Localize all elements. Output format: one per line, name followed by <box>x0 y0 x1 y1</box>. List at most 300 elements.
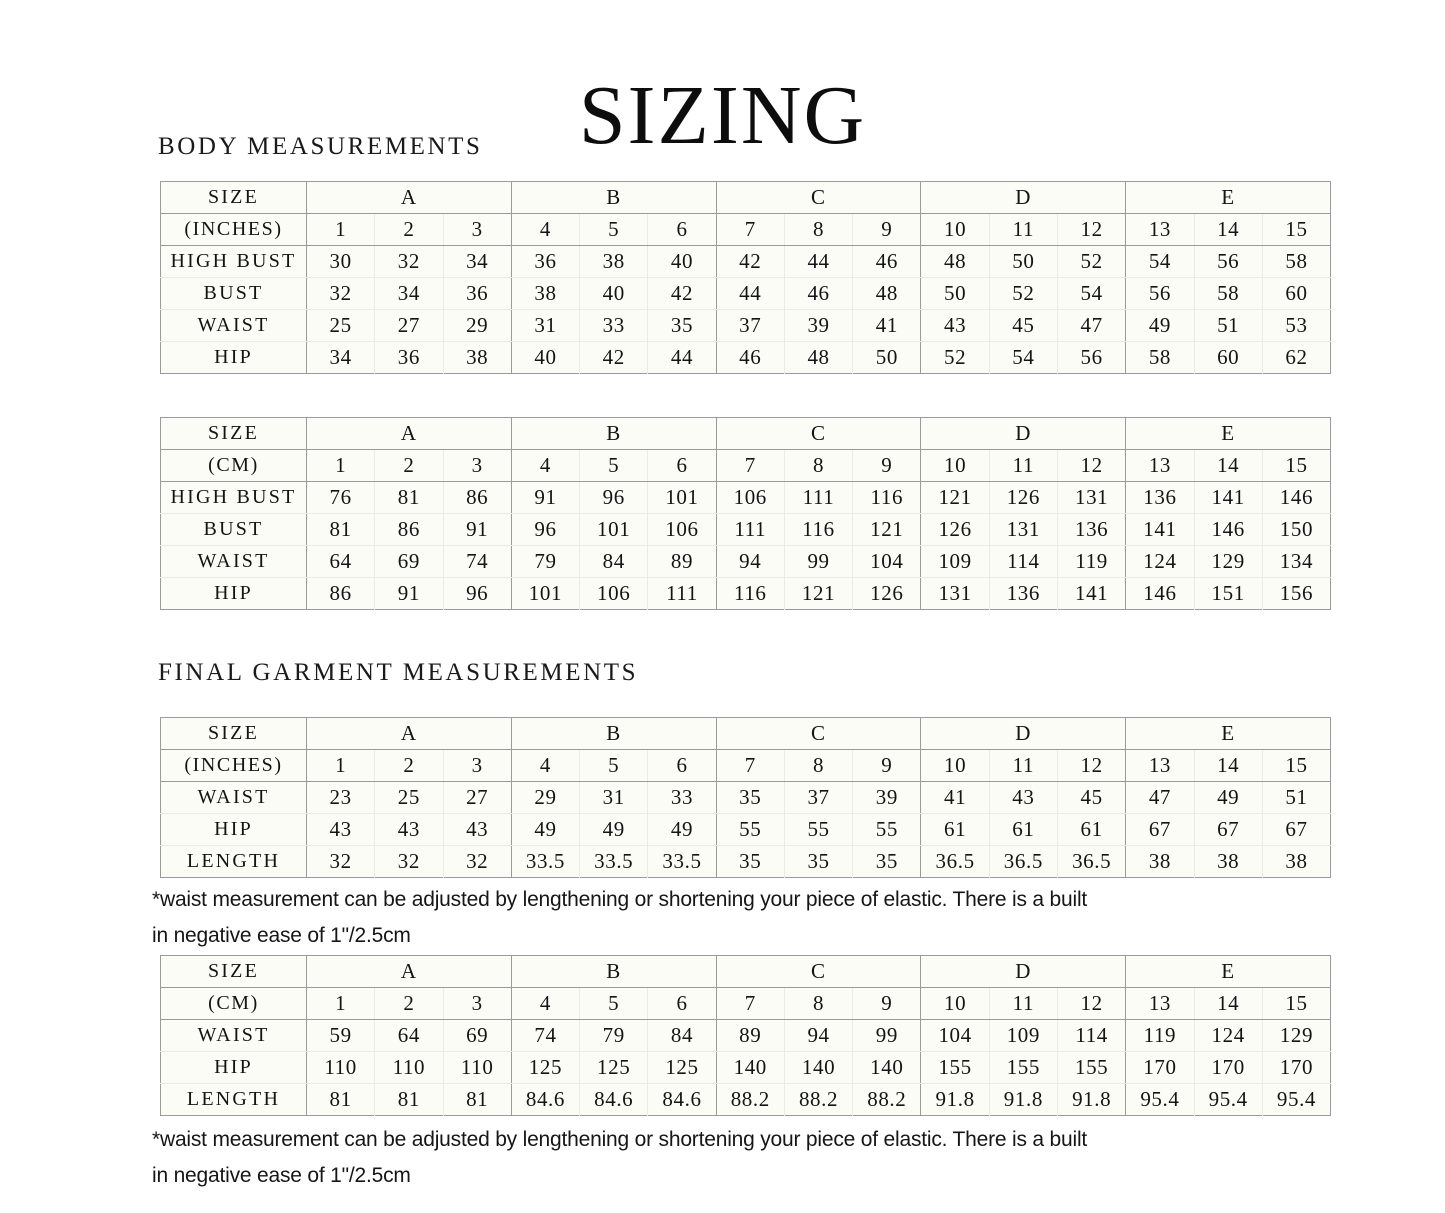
cell-value: 99 <box>784 546 852 578</box>
row-label-length: LENGTH <box>161 846 307 878</box>
cell-value: 119 <box>1058 546 1126 578</box>
cell-value: 84 <box>580 546 648 578</box>
row-label-bust: BUST <box>161 278 307 310</box>
size-number-4: 4 <box>511 214 579 246</box>
cell-value: 129 <box>1262 1020 1330 1052</box>
size-number-6: 6 <box>648 750 716 782</box>
size-group-b: B <box>511 718 716 750</box>
cell-value: 91.8 <box>921 1084 989 1116</box>
size-number-8: 8 <box>784 988 852 1020</box>
table-row <box>161 578 1331 610</box>
cell-value: 67 <box>1262 814 1330 846</box>
table-row <box>161 846 1331 878</box>
cell-value: 101 <box>511 578 579 610</box>
cell-value: 125 <box>511 1052 579 1084</box>
size-number-5: 5 <box>580 750 648 782</box>
cell-value: 37 <box>716 310 784 342</box>
table-row <box>161 246 1331 278</box>
size-number-10: 10 <box>921 988 989 1020</box>
page-title: SIZING <box>578 69 867 163</box>
size-number-14: 14 <box>1194 450 1262 482</box>
cell-value: 111 <box>648 578 716 610</box>
cell-value: 59 <box>307 1020 375 1052</box>
cell-value: 124 <box>1126 546 1194 578</box>
cell-value: 43 <box>307 814 375 846</box>
size-group-d: D <box>921 718 1126 750</box>
cell-value: 47 <box>1058 310 1126 342</box>
cell-value: 155 <box>921 1052 989 1084</box>
cell-value: 35 <box>648 310 716 342</box>
cell-value: 38 <box>1126 846 1194 878</box>
cell-value: 52 <box>1058 246 1126 278</box>
size-number-6: 6 <box>648 988 716 1020</box>
cell-value: 86 <box>307 578 375 610</box>
cell-value: 140 <box>853 1052 921 1084</box>
cell-value: 33.5 <box>580 846 648 878</box>
table-final-garment-inches <box>160 717 1331 878</box>
cell-value: 31 <box>580 782 648 814</box>
cell-value: 170 <box>1194 1052 1262 1084</box>
cell-value: 69 <box>443 1020 511 1052</box>
cell-value: 101 <box>580 514 648 546</box>
size-group-a: A <box>307 418 512 450</box>
cell-value: 38 <box>1194 846 1262 878</box>
cell-value: 124 <box>1194 1020 1262 1052</box>
table-row <box>161 814 1331 846</box>
cell-value: 84.6 <box>511 1084 579 1116</box>
cell-value: 119 <box>1126 1020 1194 1052</box>
cell-value: 64 <box>307 546 375 578</box>
size-number-10: 10 <box>921 214 989 246</box>
cell-value: 131 <box>921 578 989 610</box>
cell-value: 156 <box>1262 578 1330 610</box>
cell-value: 91 <box>375 578 443 610</box>
cell-value: 43 <box>375 814 443 846</box>
cell-value: 94 <box>784 1020 852 1052</box>
cell-value: 150 <box>1262 514 1330 546</box>
cell-value: 109 <box>921 546 989 578</box>
cell-value: 111 <box>784 482 852 514</box>
cell-value: 41 <box>921 782 989 814</box>
cell-value: 39 <box>853 782 921 814</box>
cell-value: 141 <box>1058 578 1126 610</box>
cell-value: 34 <box>307 342 375 374</box>
cell-value: 60 <box>1194 342 1262 374</box>
cell-value: 74 <box>443 546 511 578</box>
size-group-c: C <box>716 718 921 750</box>
cell-value: 91 <box>443 514 511 546</box>
size-number-9: 9 <box>853 214 921 246</box>
cell-value: 96 <box>443 578 511 610</box>
cell-value: 46 <box>716 342 784 374</box>
cell-value: 95.4 <box>1194 1084 1262 1116</box>
size-group-c: C <box>716 182 921 214</box>
cell-value: 23 <box>307 782 375 814</box>
cell-value: 146 <box>1126 578 1194 610</box>
size-number-11: 11 <box>989 750 1057 782</box>
cell-value: 104 <box>853 546 921 578</box>
cell-value: 60 <box>1262 278 1330 310</box>
cell-value: 96 <box>511 514 579 546</box>
size-group-a: A <box>307 956 512 988</box>
cell-value: 129 <box>1194 546 1262 578</box>
size-number-6: 6 <box>648 214 716 246</box>
table-row <box>161 514 1331 546</box>
size-number-15: 15 <box>1262 450 1330 482</box>
cell-value: 49 <box>1126 310 1194 342</box>
cell-value: 55 <box>716 814 784 846</box>
table-row <box>161 310 1331 342</box>
cell-value: 49 <box>1194 782 1262 814</box>
cell-value: 35 <box>853 846 921 878</box>
row-label-waist: WAIST <box>161 310 307 342</box>
cell-value: 116 <box>716 578 784 610</box>
cell-value: 91 <box>511 482 579 514</box>
cell-value: 32 <box>307 278 375 310</box>
cell-value: 121 <box>784 578 852 610</box>
cell-value: 91.8 <box>989 1084 1057 1116</box>
footnote-elastic-note-inches <box>152 882 1272 954</box>
cell-value: 44 <box>716 278 784 310</box>
footnote-line-2: in negative ease of 1"/2.5cm <box>152 924 411 947</box>
cell-value: 48 <box>921 246 989 278</box>
size-number-15: 15 <box>1262 214 1330 246</box>
cell-value: 35 <box>716 782 784 814</box>
header-size-label: SIZE <box>161 418 307 450</box>
cell-value: 35 <box>716 846 784 878</box>
size-group-b: B <box>511 182 716 214</box>
cell-value: 131 <box>1058 482 1126 514</box>
footnote-line-1: *waist measurement can be adjusted by lengthening or shortening your piece of elastic. There is a built <box>152 888 1088 911</box>
cell-value: 111 <box>716 514 784 546</box>
section-heading-body-measurements: BODY MEASUREMENTS <box>158 132 483 160</box>
cell-value: 106 <box>580 578 648 610</box>
table-header-group-row <box>161 956 1331 988</box>
cell-value: 110 <box>375 1052 443 1084</box>
row-label-waist: WAIST <box>161 1020 307 1052</box>
size-number-6: 6 <box>648 450 716 482</box>
size-number-4: 4 <box>511 750 579 782</box>
size-number-12: 12 <box>1058 450 1126 482</box>
size-number-14: 14 <box>1194 750 1262 782</box>
size-number-2: 2 <box>375 750 443 782</box>
cell-value: 51 <box>1262 782 1330 814</box>
size-number-13: 13 <box>1126 750 1194 782</box>
size-group-e: E <box>1126 418 1331 450</box>
cell-value: 170 <box>1126 1052 1194 1084</box>
header-unit-label: (INCHES) <box>161 214 307 246</box>
cell-value: 114 <box>1058 1020 1126 1052</box>
table-row <box>161 1020 1331 1052</box>
cell-value: 53 <box>1262 310 1330 342</box>
size-number-12: 12 <box>1058 988 1126 1020</box>
cell-value: 51 <box>1194 310 1262 342</box>
cell-value: 84 <box>648 1020 716 1052</box>
size-group-c: C <box>716 956 921 988</box>
cell-value: 38 <box>511 278 579 310</box>
table-row <box>161 342 1331 374</box>
header-unit-label: (CM) <box>161 450 307 482</box>
cell-value: 45 <box>1058 782 1126 814</box>
table-row <box>161 278 1331 310</box>
cell-value: 76 <box>307 482 375 514</box>
cell-value: 42 <box>580 342 648 374</box>
cell-value: 56 <box>1126 278 1194 310</box>
cell-value: 48 <box>853 278 921 310</box>
cell-value: 61 <box>921 814 989 846</box>
cell-value: 29 <box>511 782 579 814</box>
cell-value: 126 <box>853 578 921 610</box>
table-header-number-row <box>161 450 1331 482</box>
size-number-13: 13 <box>1126 450 1194 482</box>
section-heading-final-garment-measurements: FINAL GARMENT MEASUREMENTS <box>158 658 639 686</box>
cell-value: 86 <box>443 482 511 514</box>
cell-value: 34 <box>443 246 511 278</box>
cell-value: 27 <box>443 782 511 814</box>
size-number-3: 3 <box>443 988 511 1020</box>
cell-value: 134 <box>1262 546 1330 578</box>
cell-value: 141 <box>1126 514 1194 546</box>
size-number-9: 9 <box>853 988 921 1020</box>
cell-value: 33.5 <box>648 846 716 878</box>
cell-value: 67 <box>1194 814 1262 846</box>
footnote-line-1: *waist measurement can be adjusted by lengthening or shortening your piece of elastic. There is a built <box>152 1128 1088 1151</box>
cell-value: 116 <box>784 514 852 546</box>
cell-value: 46 <box>784 278 852 310</box>
size-number-1: 1 <box>307 214 375 246</box>
size-number-7: 7 <box>716 750 784 782</box>
cell-value: 61 <box>1058 814 1126 846</box>
table-header-group-row <box>161 418 1331 450</box>
size-number-11: 11 <box>989 988 1057 1020</box>
cell-value: 61 <box>989 814 1057 846</box>
size-number-12: 12 <box>1058 214 1126 246</box>
size-number-7: 7 <box>716 988 784 1020</box>
size-number-15: 15 <box>1262 750 1330 782</box>
cell-value: 64 <box>375 1020 443 1052</box>
cell-value: 48 <box>784 342 852 374</box>
size-number-3: 3 <box>443 450 511 482</box>
cell-value: 55 <box>784 814 852 846</box>
size-group-d: D <box>921 418 1126 450</box>
size-group-e: E <box>1126 718 1331 750</box>
table-header-number-row <box>161 750 1331 782</box>
size-number-5: 5 <box>580 214 648 246</box>
cell-value: 140 <box>716 1052 784 1084</box>
cell-value: 50 <box>989 246 1057 278</box>
cell-value: 43 <box>921 310 989 342</box>
size-group-e: E <box>1126 182 1331 214</box>
cell-value: 81 <box>307 1084 375 1116</box>
cell-value: 69 <box>375 546 443 578</box>
header-size-label: SIZE <box>161 718 307 750</box>
row-label-length: LENGTH <box>161 1084 307 1116</box>
cell-value: 116 <box>853 482 921 514</box>
size-number-4: 4 <box>511 450 579 482</box>
cell-value: 58 <box>1262 246 1330 278</box>
cell-value: 109 <box>989 1020 1057 1052</box>
cell-value: 56 <box>1194 246 1262 278</box>
cell-value: 40 <box>580 278 648 310</box>
size-number-13: 13 <box>1126 988 1194 1020</box>
cell-value: 81 <box>375 482 443 514</box>
cell-value: 74 <box>511 1020 579 1052</box>
table-row <box>161 1052 1331 1084</box>
table-row <box>161 546 1331 578</box>
header-unit-label: (INCHES) <box>161 750 307 782</box>
row-label-hip: HIP <box>161 1052 307 1084</box>
size-group-a: A <box>307 182 512 214</box>
cell-value: 125 <box>580 1052 648 1084</box>
cell-value: 131 <box>989 514 1057 546</box>
size-number-15: 15 <box>1262 988 1330 1020</box>
row-label-hip: HIP <box>161 814 307 846</box>
size-number-7: 7 <box>716 450 784 482</box>
size-number-3: 3 <box>443 750 511 782</box>
table-final-garment-cm <box>160 955 1331 1116</box>
footnote-line-2: in negative ease of 1"/2.5cm <box>152 1164 411 1187</box>
cell-value: 81 <box>443 1084 511 1116</box>
size-number-2: 2 <box>375 214 443 246</box>
cell-value: 43 <box>989 782 1057 814</box>
cell-value: 136 <box>1126 482 1194 514</box>
cell-value: 36 <box>511 246 579 278</box>
cell-value: 38 <box>443 342 511 374</box>
table-header-group-row <box>161 182 1331 214</box>
cell-value: 86 <box>375 514 443 546</box>
cell-value: 42 <box>648 278 716 310</box>
cell-value: 36.5 <box>1058 846 1126 878</box>
cell-value: 146 <box>1262 482 1330 514</box>
cell-value: 35 <box>784 846 852 878</box>
cell-value: 104 <box>921 1020 989 1052</box>
cell-value: 114 <box>989 546 1057 578</box>
size-number-1: 1 <box>307 450 375 482</box>
cell-value: 55 <box>853 814 921 846</box>
cell-value: 88.2 <box>716 1084 784 1116</box>
cell-value: 50 <box>853 342 921 374</box>
cell-value: 27 <box>375 310 443 342</box>
cell-value: 136 <box>989 578 1057 610</box>
size-number-9: 9 <box>853 750 921 782</box>
cell-value: 110 <box>307 1052 375 1084</box>
size-number-2: 2 <box>375 450 443 482</box>
size-number-4: 4 <box>511 988 579 1020</box>
size-number-14: 14 <box>1194 988 1262 1020</box>
cell-value: 36.5 <box>921 846 989 878</box>
cell-value: 32 <box>443 846 511 878</box>
cell-value: 38 <box>1262 846 1330 878</box>
cell-value: 49 <box>580 814 648 846</box>
cell-value: 81 <box>307 514 375 546</box>
size-number-8: 8 <box>784 750 852 782</box>
size-group-d: D <box>921 956 1126 988</box>
cell-value: 54 <box>1058 278 1126 310</box>
header-unit-label: (CM) <box>161 988 307 1020</box>
size-number-1: 1 <box>307 750 375 782</box>
cell-value: 49 <box>648 814 716 846</box>
cell-value: 84.6 <box>648 1084 716 1116</box>
size-number-2: 2 <box>375 988 443 1020</box>
cell-value: 52 <box>921 342 989 374</box>
cell-value: 52 <box>989 278 1057 310</box>
cell-value: 56 <box>1058 342 1126 374</box>
cell-value: 155 <box>989 1052 1057 1084</box>
row-label-high-bust: HIGH BUST <box>161 246 307 278</box>
size-number-8: 8 <box>784 214 852 246</box>
cell-value: 140 <box>784 1052 852 1084</box>
header-size-label: SIZE <box>161 956 307 988</box>
size-number-3: 3 <box>443 214 511 246</box>
table-row <box>161 782 1331 814</box>
cell-value: 36 <box>375 342 443 374</box>
size-number-11: 11 <box>989 450 1057 482</box>
table-row <box>161 482 1331 514</box>
size-number-11: 11 <box>989 214 1057 246</box>
cell-value: 42 <box>716 246 784 278</box>
table-body-measurements-cm <box>160 417 1331 610</box>
cell-value: 32 <box>375 246 443 278</box>
cell-value: 141 <box>1194 482 1262 514</box>
size-number-13: 13 <box>1126 214 1194 246</box>
cell-value: 106 <box>648 514 716 546</box>
cell-value: 33 <box>648 782 716 814</box>
cell-value: 34 <box>375 278 443 310</box>
cell-value: 146 <box>1194 514 1262 546</box>
cell-value: 125 <box>648 1052 716 1084</box>
size-number-8: 8 <box>784 450 852 482</box>
cell-value: 95.4 <box>1262 1084 1330 1116</box>
cell-value: 39 <box>784 310 852 342</box>
cell-value: 121 <box>853 514 921 546</box>
cell-value: 136 <box>1058 514 1126 546</box>
cell-value: 46 <box>853 246 921 278</box>
row-label-waist: WAIST <box>161 782 307 814</box>
cell-value: 49 <box>511 814 579 846</box>
cell-value: 126 <box>921 514 989 546</box>
cell-value: 36 <box>443 278 511 310</box>
cell-value: 29 <box>443 310 511 342</box>
table-row <box>161 1084 1331 1116</box>
cell-value: 89 <box>716 1020 784 1052</box>
cell-value: 47 <box>1126 782 1194 814</box>
cell-value: 43 <box>443 814 511 846</box>
cell-value: 67 <box>1126 814 1194 846</box>
size-number-1: 1 <box>307 988 375 1020</box>
table-header-group-row <box>161 718 1331 750</box>
size-number-5: 5 <box>580 988 648 1020</box>
cell-value: 58 <box>1194 278 1262 310</box>
size-group-b: B <box>511 418 716 450</box>
cell-value: 44 <box>784 246 852 278</box>
table-header-number-row <box>161 988 1331 1020</box>
cell-value: 45 <box>989 310 1057 342</box>
cell-value: 94 <box>716 546 784 578</box>
cell-value: 126 <box>989 482 1057 514</box>
row-label-hip: HIP <box>161 578 307 610</box>
size-number-9: 9 <box>853 450 921 482</box>
table-header-number-row <box>161 214 1331 246</box>
cell-value: 62 <box>1262 342 1330 374</box>
cell-value: 79 <box>511 546 579 578</box>
cell-value: 32 <box>307 846 375 878</box>
cell-value: 30 <box>307 246 375 278</box>
size-group-b: B <box>511 956 716 988</box>
size-number-12: 12 <box>1058 750 1126 782</box>
size-number-10: 10 <box>921 750 989 782</box>
cell-value: 95.4 <box>1126 1084 1194 1116</box>
cell-value: 25 <box>375 782 443 814</box>
